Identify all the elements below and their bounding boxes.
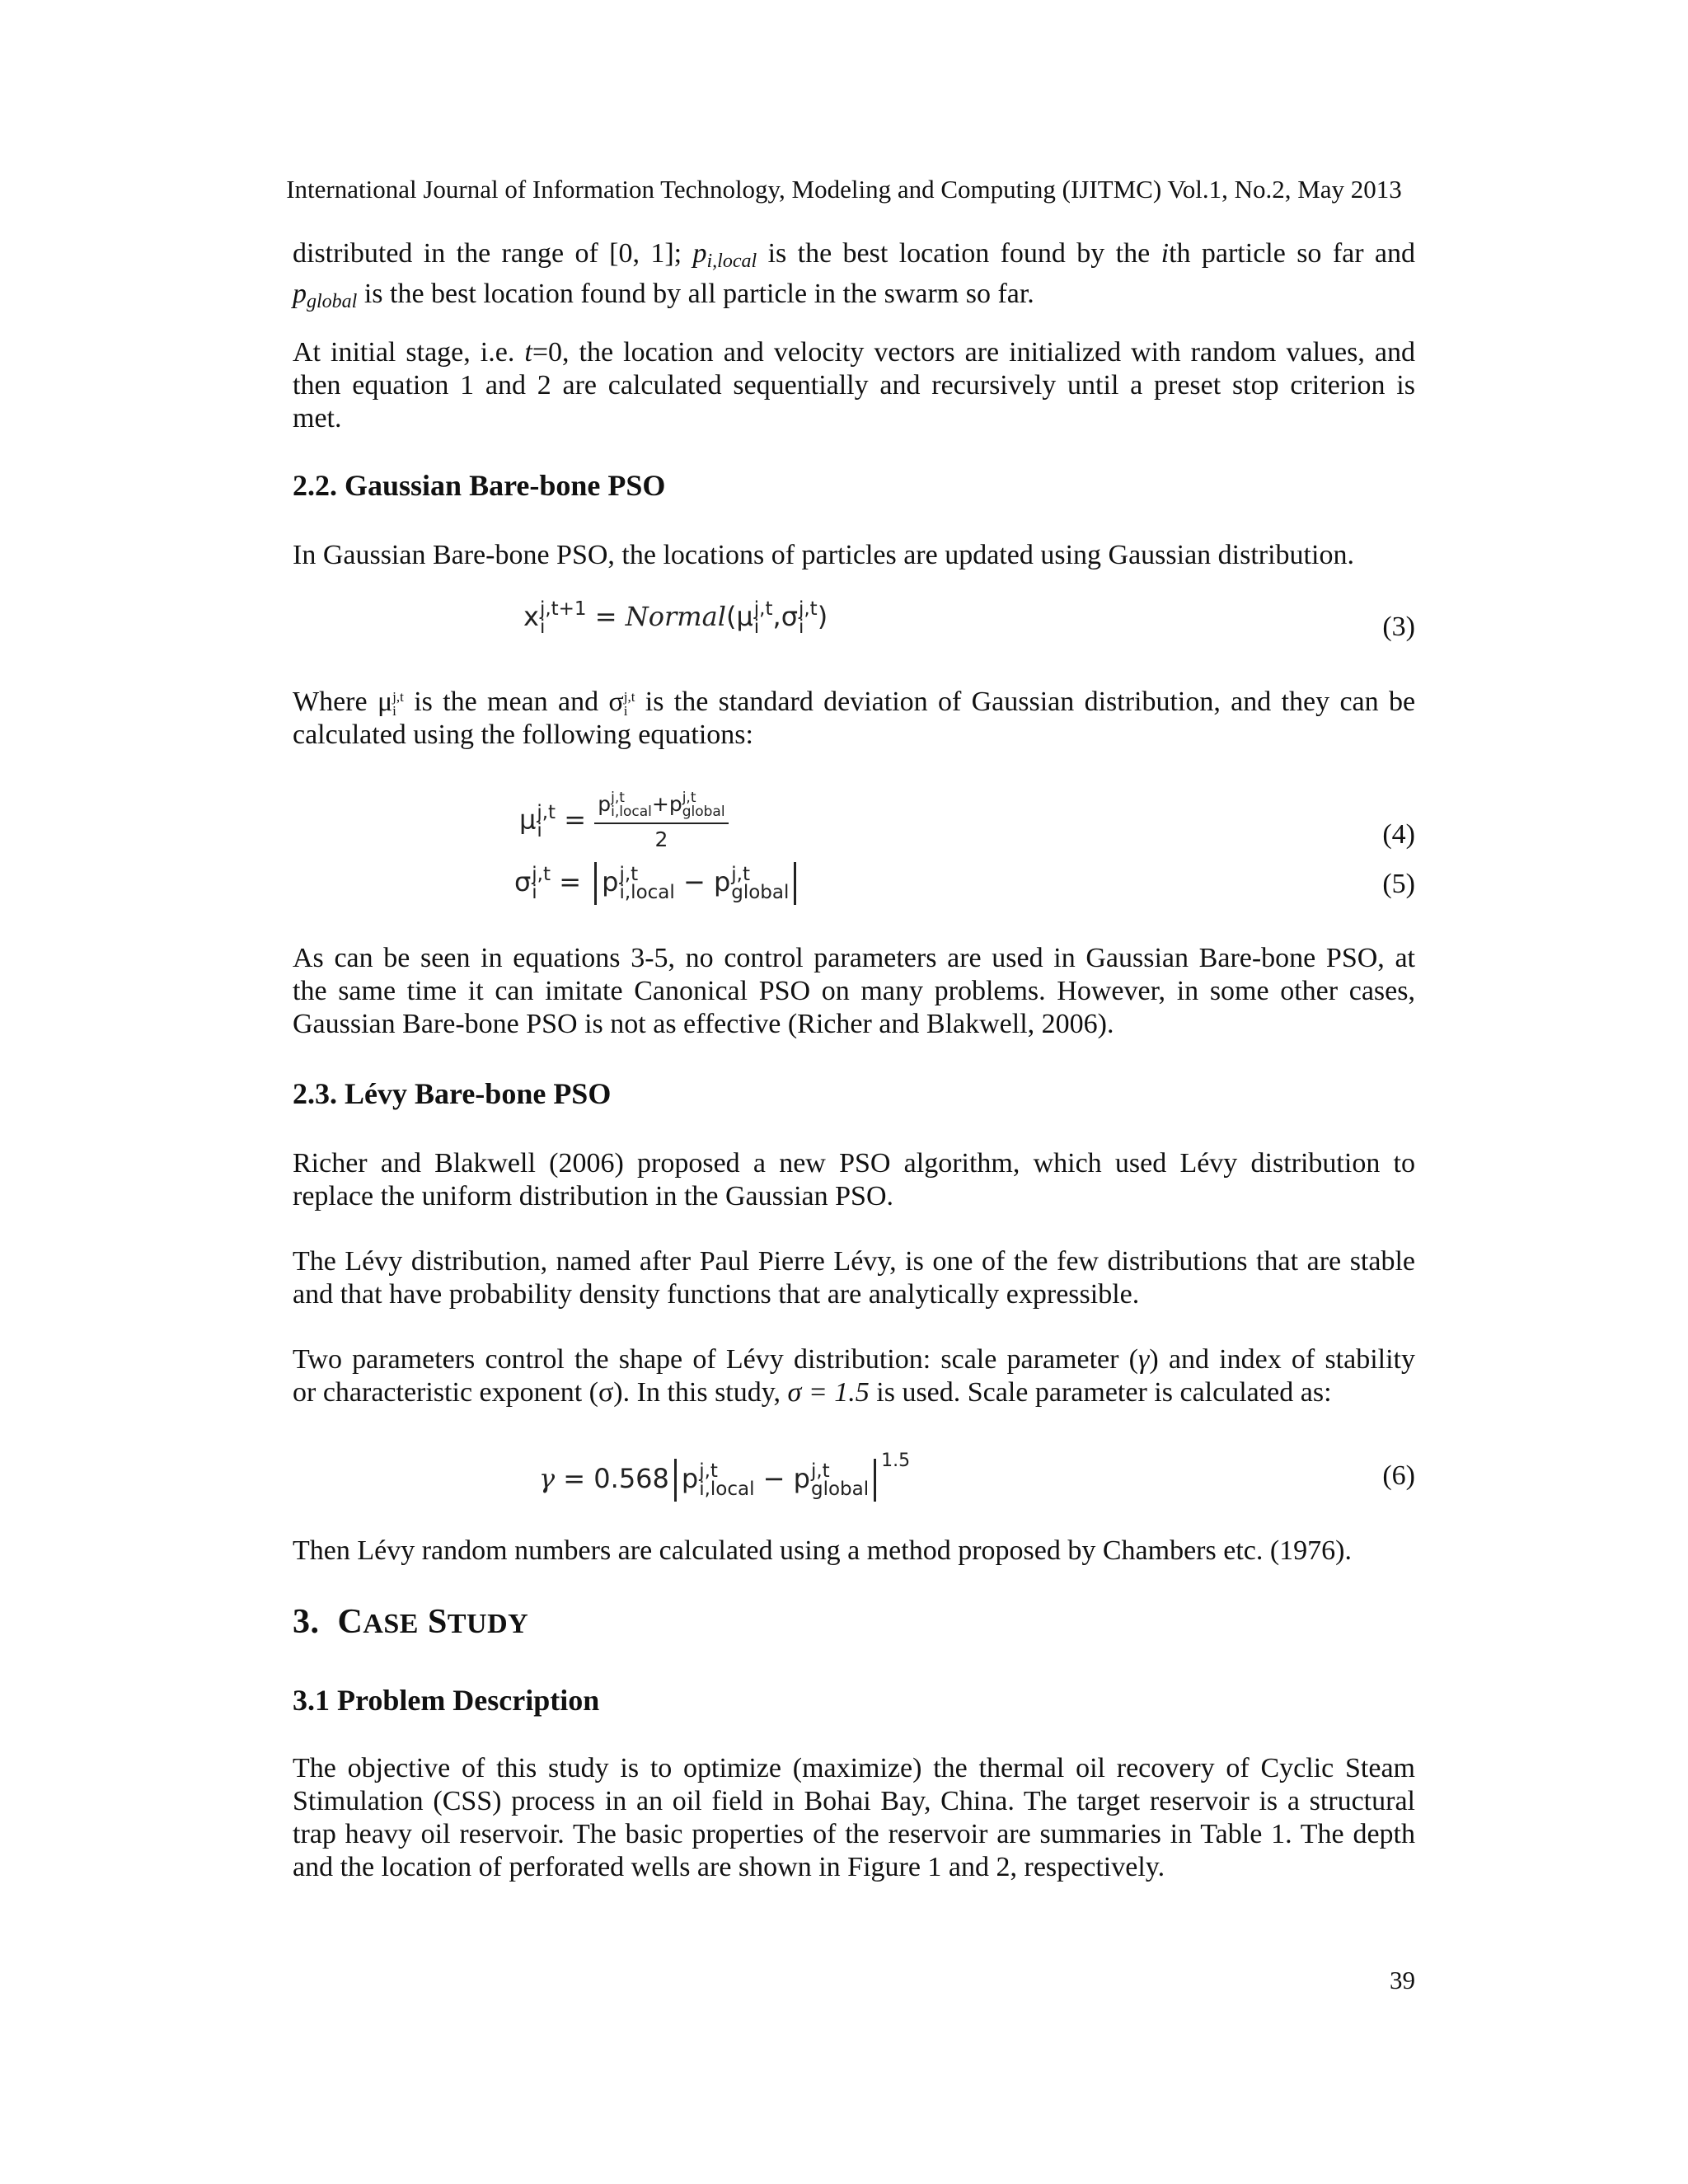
paragraph-initial-stage: At initial stage, i.e. t=0, the location and velocity vectors are initialized with random values, and then equation 1 and 2 are calculated sequentially and recursively until a preset stop criterion is met. [293,337,1416,434]
section-heading-2-2: 2.2. Gaussian Bare-bone PSO [293,469,666,502]
paragraph-levy-parameters: Two parameters control the shape of Lévy distribution: scale parameter (γ) and index of stability or characteristic exponent (σ). In this study, σ = 1.5 is used. Scale parameter is calculated as: [293,1344,1415,1408]
paragraph-levy-distribution: The Lévy distribution, named after Paul Pierre Lévy, is one of the few distributions that are stable and that have probability density functions that are analytically expressible. [293,1246,1415,1310]
paragraph-levy-proposal: Richer and Blakwell (2006) proposed a new PSO algorithm, which used Lévy distribution to replace the uniform distribution in the Gaussian PSO. [293,1148,1415,1212]
section-heading-3-1: 3.1 Problem Description [293,1684,600,1717]
section-heading-3: 3. CASE STUDY [293,1603,529,1641]
equation-number-5: (5) [1382,869,1415,899]
paragraph-levy-random-numbers: Then Lévy random numbers are calculated using a method proposed by Chambers etc. (1976). [293,1535,1352,1566]
section-heading-2-3: 2.3. Lévy Bare-bone PSO [293,1077,612,1110]
equation-number-4: (4) [1382,819,1415,850]
equation-5: σ j,t i = p j,t i,local − p j,t global [514,862,801,905]
journal-header: International Journal of Information Technology, Modeling and Computing (IJITMC) Vol.1, No.2, May 2013 [286,175,1402,204]
equation-3: x j,t+1 i = Normal(μ j,t i ,σ j,t i ) [523,598,828,638]
equation-number-3: (3) [1382,612,1415,642]
paragraph-problem-description: The objective of this study is to optimize (maximize) the thermal oil recovery of Cyclic Steam Stimulation (CSS) process in an oil field in Bohai Bay, China. The target reservoir is a structural trap heavy oil reservoir. The basic properties of the reservoir are summaries in Table 1. The depth and the location of perforated wells are shown in Figure 1 and 2, respectively. [293,1753,1415,1882]
equation-4: μ j,t i = p j,t i,local +p j,t global 2 [519,791,729,851]
paragraph-best-locations: distributed in the range of [0, 1]; $p_{i,local}$ is the best location found by the ith particle so far and $p_{global}$ is the best location found by all particle in the swarm so far. [293,238,1416,312]
page-number: 39 [1390,1966,1415,1994]
equation-6: γ = 0.568 p j,t i,local − p j,t global $^{1.5}$ [539,1451,911,1500]
paragraph-gaussian-intro: In Gaussian Bare-bone PSO, the locations of particles are updated using Gaussian distribution. [293,540,1354,570]
paragraph-no-control-parameters: As can be seen in equations 3-5, no control parameters are used in Gaussian Bare-bone PSO, at the same time it can imitate Canonical PSO on many problems. However, in some other cases, Gaussian Bare-bone PSO is not as effective (Richer and Blakwell, 2006). [293,943,1415,1039]
paragraph-where-mean: Where μ j,t i is the mean and σ j,t i is the standard deviation of Gaussian distribution, and they can be calculated using the following equations: [293,687,1416,750]
equation-number-6: (6) [1382,1460,1415,1491]
